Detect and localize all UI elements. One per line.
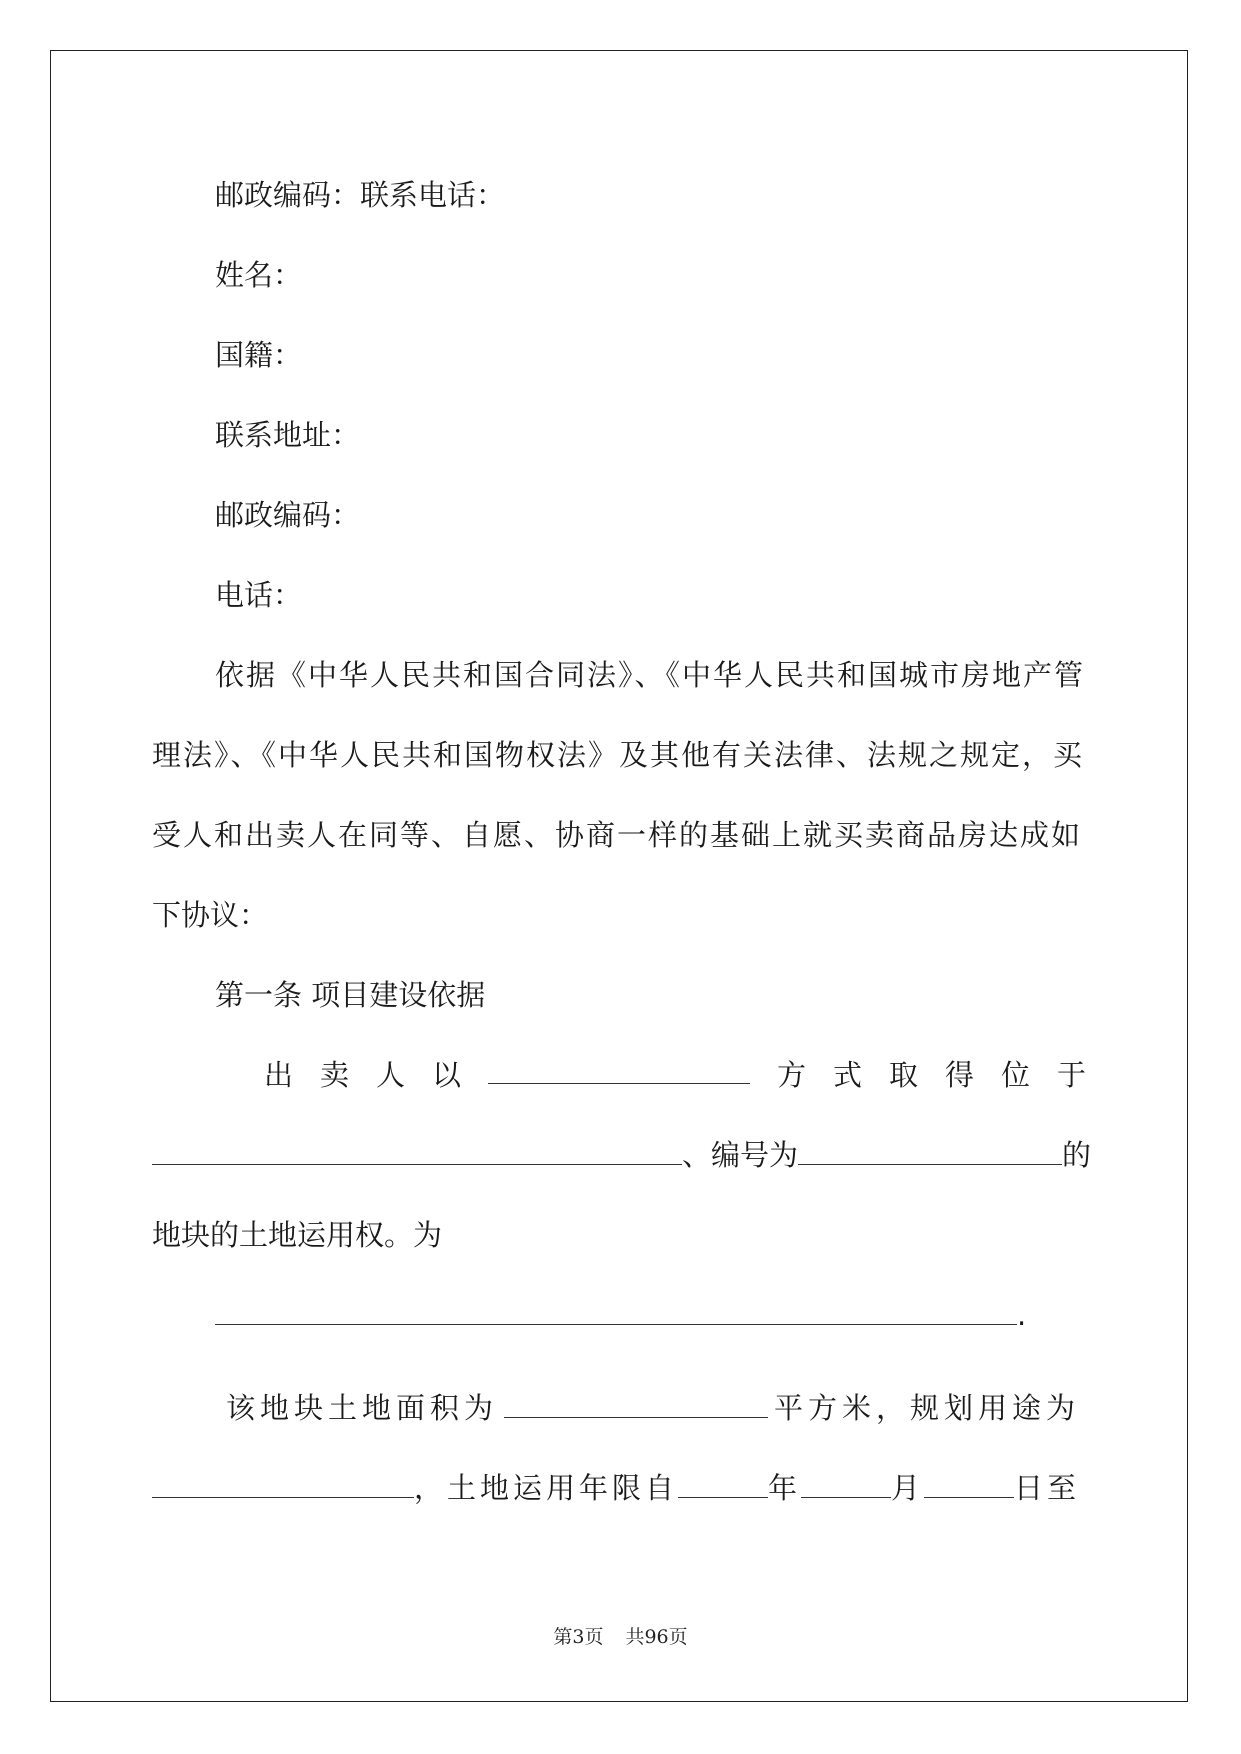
method-char: 得 xyxy=(944,1058,974,1092)
address-line: 联系地址： xyxy=(215,418,361,452)
paragraph-line-3: 受人和出卖人在同等、自愿、协商一样的基础上就买卖商品房达成如 xyxy=(152,818,1083,852)
day-blank[interactable] xyxy=(924,1469,1014,1498)
phone-line: 电话： xyxy=(215,578,303,612)
location-number-line xyxy=(152,1135,1091,1175)
method-char: 取 xyxy=(888,1058,918,1092)
paragraph-line-2: 理法》、《中华人民共和国物权法》及其他有关法律、法规之规定，买 xyxy=(152,738,1085,772)
page-number: 第3页 xyxy=(553,1626,604,1648)
method-blank[interactable] xyxy=(488,1055,750,1084)
nationality-line: 国籍： xyxy=(215,338,303,372)
of-label: 的 xyxy=(1062,1138,1092,1172)
sqm-label: 平方米，规划用途为 xyxy=(774,1391,1081,1425)
term-label: ，土地运用年限自 xyxy=(414,1471,679,1505)
method-char: 式 xyxy=(832,1058,862,1092)
seller-char: 出 xyxy=(264,1058,294,1092)
area-label: 该地块土地面积为 xyxy=(226,1391,499,1425)
area-blank[interactable] xyxy=(504,1389,768,1418)
seller-char: 以 xyxy=(432,1058,462,1092)
method-char: 于 xyxy=(1056,1058,1086,1092)
area-line xyxy=(226,1388,1080,1428)
total-pages: 共96页 xyxy=(625,1626,688,1648)
number-label: 、编号为 xyxy=(682,1138,799,1172)
seller-char: 人 xyxy=(376,1058,406,1092)
page-border xyxy=(50,50,1188,1702)
period-mark: . xyxy=(1017,1298,1027,1332)
seller-method-line xyxy=(264,1055,1086,1095)
method-char: 方 xyxy=(776,1058,806,1092)
number-blank[interactable] xyxy=(798,1136,1062,1165)
paragraph-line-4: 下协议： xyxy=(152,898,269,932)
paragraph-line-1: 依据《中华人民共和国合同法》、《中华人民共和国城市房地产管 xyxy=(215,658,1086,692)
location-blank[interactable] xyxy=(152,1136,682,1165)
month-blank[interactable] xyxy=(801,1469,891,1498)
month-label: 月 xyxy=(891,1471,925,1505)
postcode-line: 邮政编码： xyxy=(215,498,361,532)
article-1-title: 第一条 项目建设依据 xyxy=(215,978,486,1012)
use-blank[interactable] xyxy=(152,1469,414,1498)
land-use-right-line: 地块的土地运用权。为 xyxy=(152,1218,443,1252)
day-to-label: 日至 xyxy=(1014,1471,1081,1505)
approval-line xyxy=(215,1295,1026,1335)
year-blank[interactable] xyxy=(678,1469,768,1498)
term-line xyxy=(152,1468,1080,1508)
page-footer xyxy=(0,1622,1241,1649)
year-label: 年 xyxy=(768,1471,802,1505)
method-char: 位 xyxy=(1000,1058,1030,1092)
name-line: 姓名： xyxy=(215,258,303,292)
postcode-phone-line: 邮政编码：联系电话： xyxy=(215,178,506,212)
approval-blank[interactable] xyxy=(215,1296,1017,1325)
seller-char: 卖 xyxy=(320,1058,350,1092)
